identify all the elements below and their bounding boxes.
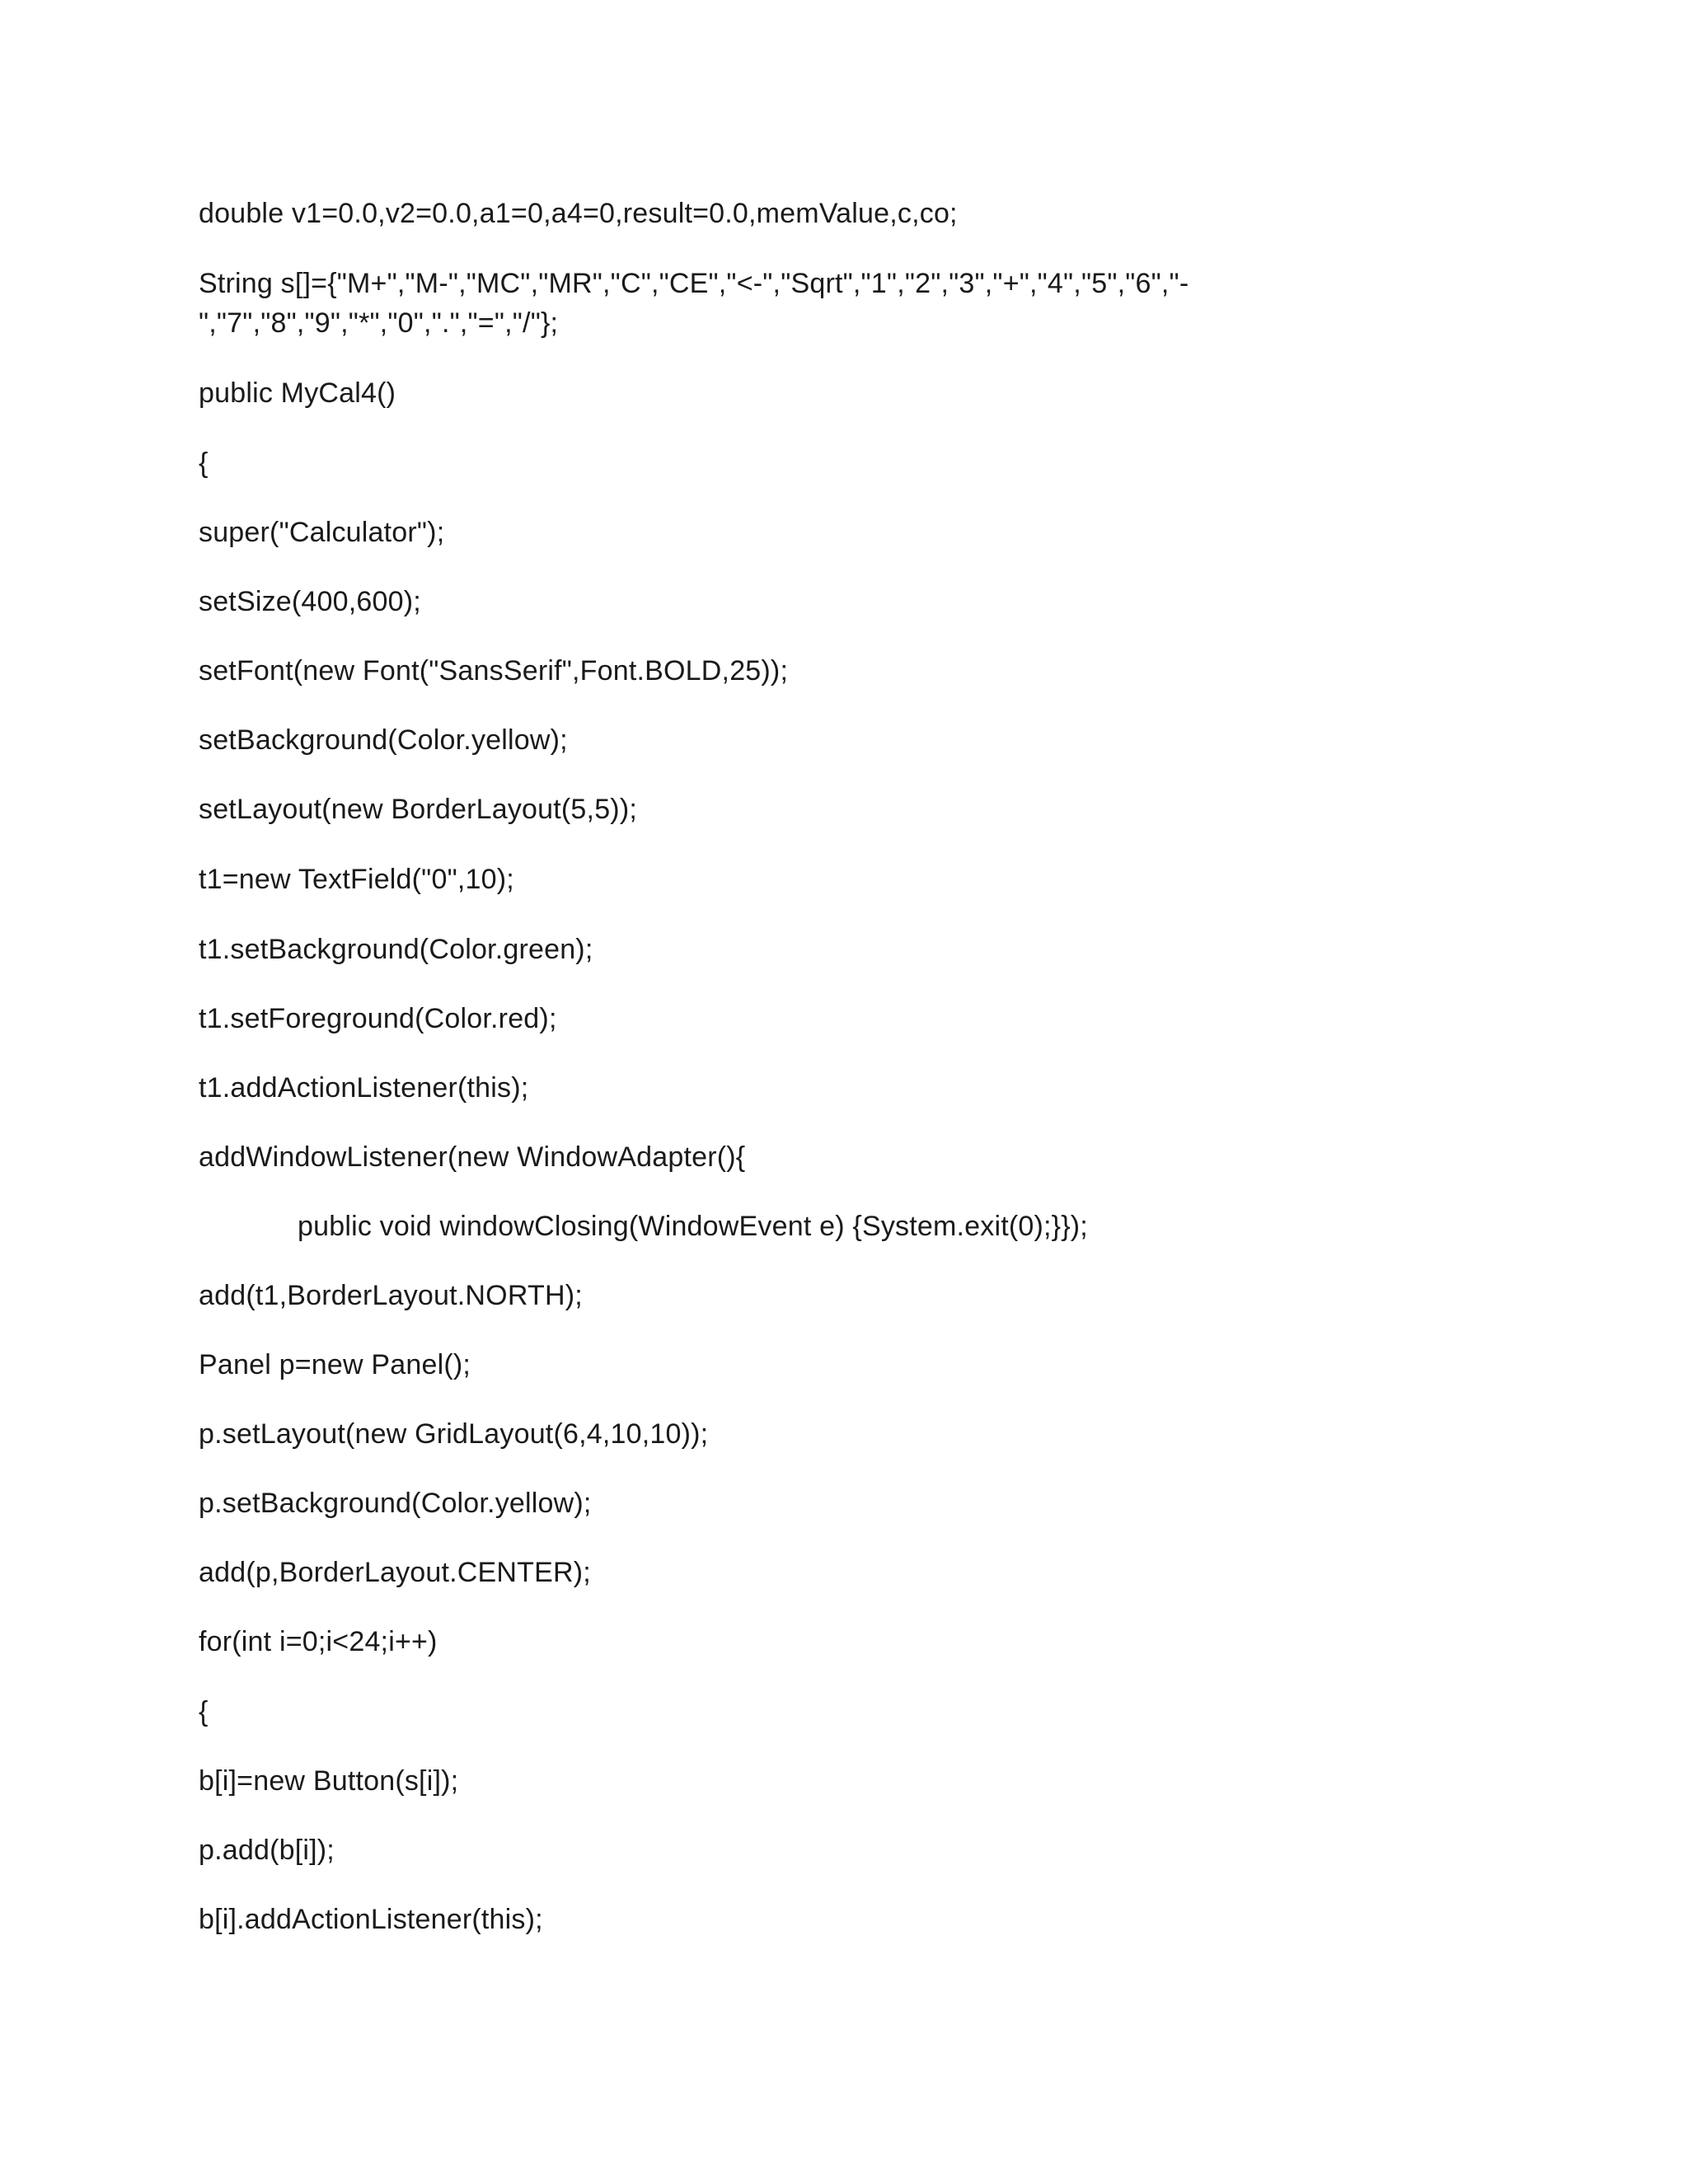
- code-line-22: for(int i=0;i<24;i++): [199, 1626, 438, 1657]
- code-line-12: t1.setBackground(Color.green);: [199, 934, 593, 965]
- code-line-17: add(t1,BorderLayout.NORTH);: [199, 1280, 583, 1311]
- code-line-24: b[i]=new Button(s[i]);: [199, 1765, 459, 1797]
- code-line-1: double v1=0.0,v2=0.0,a1=0,a4=0,result=0.0,memValue,c,co;: [199, 198, 958, 229]
- code-line-13: t1.setForeground(Color.red);: [199, 1003, 557, 1034]
- code-line-14: t1.addActionListener(this);: [199, 1072, 529, 1104]
- code-line-11: t1=new TextField("0",10);: [199, 864, 514, 895]
- code-line-23: {: [199, 1696, 209, 1727]
- code-line-10: setLayout(new BorderLayout(5,5));: [199, 794, 637, 825]
- code-line-9: setBackground(Color.yellow);: [199, 724, 568, 756]
- code-line-26: b[i].addActionListener(this);: [199, 1904, 543, 1935]
- code-line-2: String s[]={"M+","M-","MC","MR","C","CE","<-","Sqrt","1","2","3","+","4","5","6","-: [199, 268, 1189, 299]
- code-line-19: p.setLayout(new GridLayout(6,4,10,10));: [199, 1418, 709, 1450]
- code-line-4: public MyCal4(): [199, 377, 396, 409]
- code-line-6: super("Calculator");: [199, 517, 445, 548]
- code-line-18: Panel p=new Panel();: [199, 1349, 471, 1380]
- code-line-5: {: [199, 448, 209, 479]
- code-line-20: p.setBackground(Color.yellow);: [199, 1488, 592, 1519]
- code-line-25: p.add(b[i]);: [199, 1835, 335, 1866]
- code-line-16: public void windowClosing(WindowEvent e) {System.exit(0);}});: [298, 1211, 1088, 1242]
- code-line-21: add(p,BorderLayout.CENTER);: [199, 1557, 591, 1588]
- code-line-15: addWindowListener(new WindowAdapter(){: [199, 1141, 746, 1173]
- code-line-8: setFont(new Font("SansSerif",Font.BOLD,25));: [199, 655, 789, 687]
- code-line-7: setSize(400,600);: [199, 586, 421, 617]
- code-line-3: ","7","8","9","*","0",".","=","/"};: [199, 307, 559, 339]
